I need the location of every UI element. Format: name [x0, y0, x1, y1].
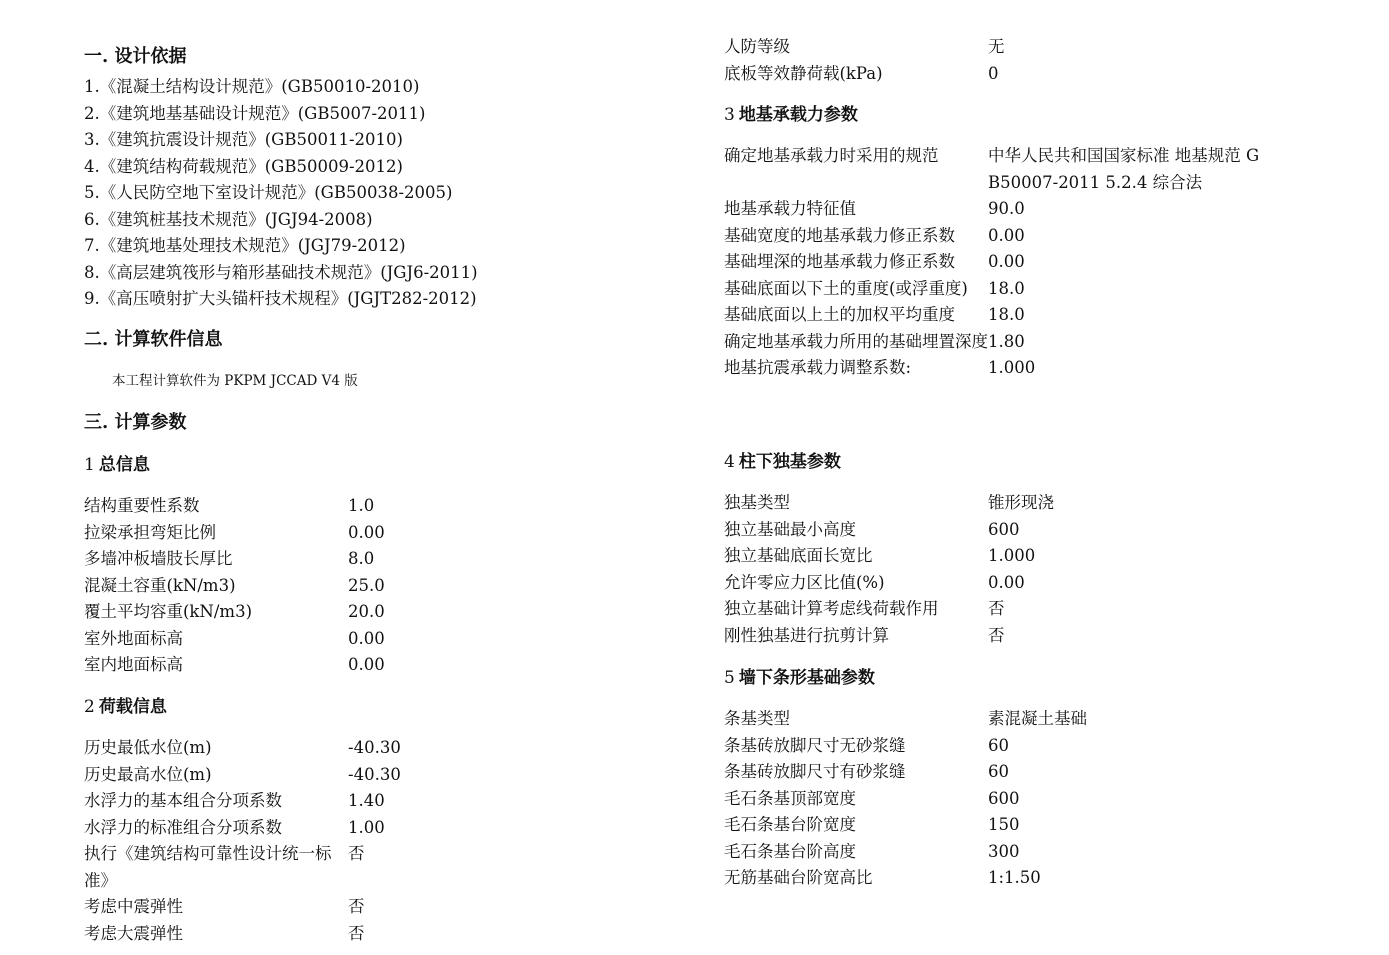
- general-info-number: 1: [84, 455, 95, 475]
- param-label: 毛石条基台阶宽度: [724, 815, 856, 834]
- param-label: 独基类型: [724, 493, 790, 512]
- table-row: [724, 759, 1324, 786]
- param-label: 基础底面以上土的加权平均重度: [724, 305, 955, 324]
- param-label: 基础宽度的地基承载力修正系数: [724, 225, 955, 245]
- table-row: [724, 517, 1324, 544]
- param-label: 基础底面以下土的重度(或浮重度): [724, 278, 968, 298]
- table-row: [84, 735, 644, 762]
- param-value: 锥形现浇: [988, 493, 1054, 512]
- reference-item: 1.《混凝土结构设计规范》(GB50010-2010): [84, 77, 420, 96]
- param-value: -40.30: [348, 738, 401, 757]
- param-label: 允许零应力区比值(%): [724, 572, 885, 592]
- param-value: 25.0: [348, 575, 385, 595]
- load-info-number: 2: [84, 697, 95, 717]
- table-row: [724, 812, 1324, 839]
- param-label: 覆土平均容重(kN/m3): [84, 602, 253, 621]
- reference-list: [84, 74, 478, 313]
- table-row: [84, 626, 644, 653]
- param-value: 0.00: [988, 225, 1025, 245]
- param-label: 确定地基承载力所用的基础埋置深度: [724, 331, 988, 351]
- table-row: [724, 276, 1324, 303]
- reference-item: 8.《高层建筑筏形与箱形基础技术规范》(JGJ6-2011): [84, 262, 478, 282]
- param-value: 1.000: [988, 546, 1036, 565]
- param-value: 素混凝土基础: [988, 709, 1087, 728]
- general-info-heading: [84, 452, 150, 478]
- reference-item: 9.《高压喷射扩大头锚杆技术规程》(JGJT282-2012): [84, 289, 477, 308]
- param-value: 0.00: [348, 522, 385, 542]
- section-software-title: 二. 计算软件信息: [84, 329, 223, 350]
- table-row: [724, 706, 1324, 733]
- reference-item: 6.《建筑桩基技术规范》(JGJ94-2008): [84, 209, 373, 229]
- table-row: [724, 623, 1324, 650]
- param-value: 1.40: [348, 791, 385, 810]
- param-value: 20.0: [348, 602, 385, 621]
- param-value: 否: [348, 897, 365, 916]
- param-value: 60: [988, 762, 1009, 781]
- param-value: 1.0: [348, 496, 375, 515]
- strip-footing-heading: [724, 665, 875, 691]
- table-row: [724, 596, 1324, 623]
- param-value: 1:1.50: [988, 868, 1041, 887]
- param-label: 混凝土容重(kN/m3): [84, 575, 236, 595]
- reference-item: 3.《建筑抗震设计规范》(GB50011-2010): [84, 130, 403, 149]
- section-parameters-title: 三. 计算参数: [84, 412, 187, 433]
- param-label: 历史最高水位(m): [84, 764, 212, 784]
- reference-item: 7.《建筑地基处理技术规范》(JGJ79-2012): [84, 236, 406, 255]
- table-row: [724, 570, 1324, 597]
- param-label: 独立基础底面长宽比: [724, 546, 873, 565]
- table-row: [84, 788, 644, 815]
- param-value: 0.00: [988, 252, 1025, 271]
- table-row: [84, 573, 644, 600]
- table-row: [724, 302, 1324, 329]
- param-value: 否: [988, 599, 1005, 618]
- strip-footing-number: 5: [724, 668, 735, 688]
- param-value: 否: [348, 844, 365, 863]
- param-label: 条基类型: [724, 709, 790, 728]
- isolated-footing-title: 柱下独基参数: [738, 452, 841, 472]
- table-row: [724, 61, 1324, 88]
- table-row: [724, 543, 1324, 570]
- table-row: [724, 223, 1324, 250]
- param-value: 否: [988, 625, 1005, 645]
- param-label: 毛石条基顶部宽度: [724, 788, 856, 808]
- param-label: 人防等级: [724, 37, 790, 56]
- param-label: 室外地面标高: [84, 628, 183, 648]
- bearing-capacity-number: 3: [724, 105, 735, 125]
- param-value: 150: [988, 815, 1020, 834]
- param-value: 600: [988, 788, 1020, 808]
- bearing-capacity-title: 地基承载力参数: [738, 105, 858, 125]
- table-row: [84, 762, 644, 789]
- param-label: 独立基础计算考虑线荷载作用: [724, 599, 939, 618]
- param-label: 确定地基承载力时采用的规范: [724, 146, 939, 165]
- isolated-footing-number: 4: [724, 452, 735, 472]
- param-label: 地基抗震承载力调整系数:: [724, 358, 912, 377]
- param-value: 600: [988, 519, 1020, 539]
- section-design-basis-title: 一. 设计依据: [84, 46, 187, 67]
- general-info-table: [84, 493, 644, 679]
- param-label: 基础埋深的地基承载力修正系数: [724, 252, 955, 271]
- param-label: 刚性独基进行抗剪计算: [724, 625, 889, 645]
- table-row: [724, 733, 1324, 760]
- param-value: 0.00: [348, 655, 385, 674]
- reference-item: 2.《建筑地基基础设计规范》(GB5007-2011): [84, 103, 426, 123]
- param-label: 毛石条基台阶高度: [724, 841, 856, 861]
- param-value: 1.00: [348, 817, 385, 837]
- param-value: 0.00: [988, 572, 1025, 592]
- table-row: [724, 786, 1324, 813]
- table-row: [84, 520, 644, 547]
- table-row: [84, 493, 644, 520]
- load-info-continued-table: [724, 34, 1324, 87]
- strip-footing-table: [724, 706, 1324, 892]
- param-label: 考虑中震弹性: [84, 897, 183, 916]
- param-label: 条基砖放脚尺寸有砂浆缝: [724, 762, 906, 781]
- table-row: [724, 329, 1324, 356]
- table-row: [84, 921, 644, 948]
- param-value: 8.0: [348, 549, 375, 568]
- param-label: 地基承载力特征值: [724, 199, 856, 218]
- table-row: [724, 839, 1324, 866]
- table-row: [84, 652, 644, 679]
- param-value: 60: [988, 735, 1009, 755]
- table-row: [724, 249, 1324, 276]
- param-value: 0.00: [348, 628, 385, 648]
- param-value: -40.30: [348, 764, 401, 784]
- table-row: [724, 34, 1324, 61]
- reference-item: 4.《建筑结构荷载规范》(GB50009-2012): [84, 156, 403, 176]
- load-info-heading: [84, 694, 167, 720]
- table-row: [724, 490, 1324, 517]
- param-value: 1.000: [988, 358, 1036, 377]
- param-label: 结构重要性系数: [84, 496, 200, 515]
- software-note: 本工程计算软件为 PKPM JCCAD V4 版: [112, 373, 358, 389]
- param-label: 执行《建筑结构可靠性设计统一标准》: [84, 844, 332, 890]
- table-row: [724, 196, 1324, 223]
- param-value: 无: [988, 37, 1005, 56]
- param-label: 无筋基础台阶宽高比: [724, 868, 873, 887]
- param-value: 0: [988, 63, 999, 83]
- isolated-footing-heading: [724, 449, 841, 475]
- param-value: 18.0: [988, 278, 1025, 298]
- reference-item: 5.《人民防空地下室设计规范》(GB50038-2005): [84, 183, 453, 202]
- bearing-capacity-heading: [724, 102, 858, 128]
- table-row: [84, 546, 644, 573]
- strip-footing-title: 墙下条形基础参数: [738, 668, 875, 688]
- param-label: 室内地面标高: [84, 655, 183, 674]
- param-value: 90.0: [988, 199, 1025, 218]
- table-row: [724, 865, 1324, 892]
- param-label: 多墙冲板墙肢长厚比: [84, 549, 233, 568]
- param-value: 中华人民共和国国家标准 地基规范 GB50007-2011 5.2.4 综合法: [988, 146, 1260, 192]
- table-row: [84, 841, 644, 894]
- table-row: [84, 815, 644, 842]
- general-info-title: 总信息: [98, 455, 150, 475]
- table-row: [84, 599, 644, 626]
- param-label: 水浮力的标准组合分项系数: [84, 817, 282, 837]
- param-label: 考虑大震弹性: [84, 923, 183, 943]
- param-label: 历史最低水位(m): [84, 738, 212, 757]
- param-label: 独立基础最小高度: [724, 519, 856, 539]
- param-value: 1.80: [988, 331, 1025, 351]
- param-label: 水浮力的基本组合分项系数: [84, 791, 282, 810]
- load-info-title: 荷载信息: [98, 697, 167, 717]
- param-label: 拉梁承担弯矩比例: [84, 522, 216, 542]
- param-label: 底板等效静荷载(kPa): [724, 63, 883, 83]
- param-value: 300: [988, 841, 1020, 861]
- table-row: [724, 355, 1324, 382]
- param-value: 18.0: [988, 305, 1025, 324]
- table-row: [84, 894, 644, 921]
- param-value: 否: [348, 923, 365, 943]
- isolated-footing-table: [724, 490, 1324, 649]
- bearing-capacity-table: [724, 143, 1324, 382]
- load-info-table: [84, 735, 644, 947]
- table-row: [724, 143, 1324, 196]
- param-label: 条基砖放脚尺寸无砂浆缝: [724, 735, 906, 755]
